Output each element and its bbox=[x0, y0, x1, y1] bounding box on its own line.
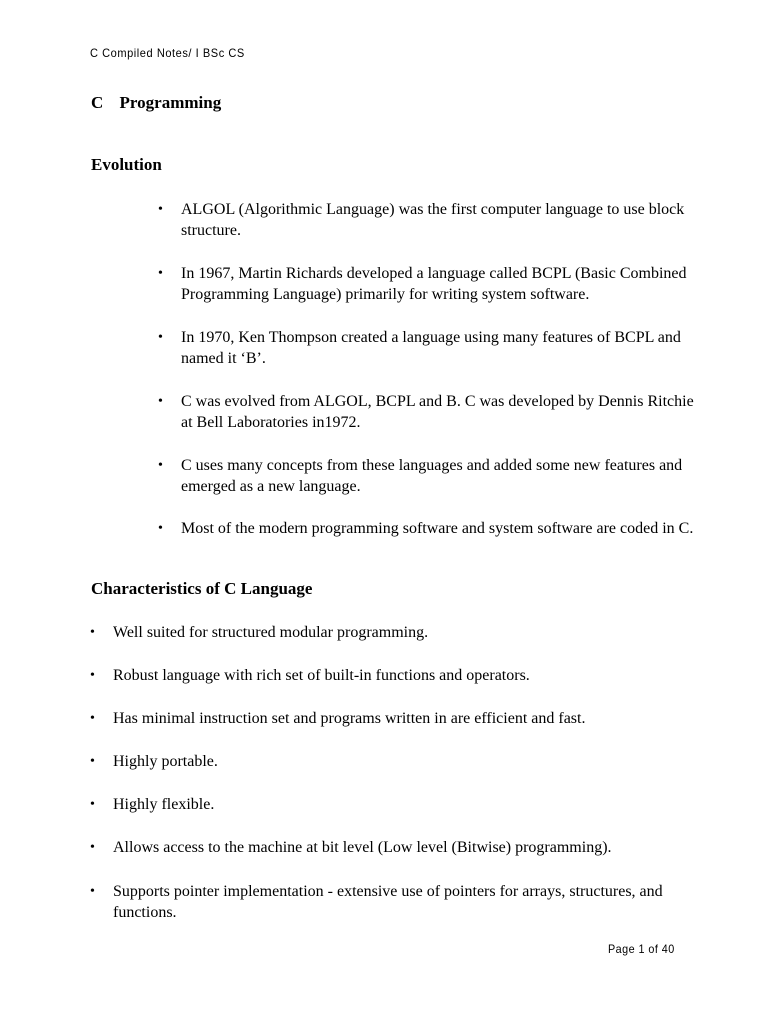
characteristics-item bbox=[88, 794, 688, 815]
bullet-icon: • bbox=[90, 884, 95, 899]
characteristics-item-text: Supports pointer implementation - extensive use of pointers for arrays, structures, and functions. bbox=[113, 883, 663, 921]
bullet-icon: • bbox=[158, 458, 163, 473]
characteristics-item bbox=[88, 665, 688, 686]
evolution-item-text: In 1970, Ken Thompson created a language using many features of BCPL and named it ‘B’. bbox=[181, 329, 681, 367]
characteristics-item bbox=[88, 708, 688, 729]
characteristics-item-text: Robust language with rich set of built-in functions and operators. bbox=[113, 667, 530, 684]
bullet-icon: • bbox=[90, 668, 95, 683]
page-number: Page 1 of 40 bbox=[608, 942, 675, 956]
evolution-item bbox=[156, 327, 696, 369]
characteristics-item bbox=[88, 837, 688, 858]
characteristics-item-text: Allows access to the machine at bit level (Low level (Bitwise) programming). bbox=[113, 839, 612, 856]
evolution-item-text: Most of the modern programming software and system software are coded in C. bbox=[181, 520, 694, 537]
evolution-item bbox=[156, 263, 696, 305]
characteristics-heading: Characteristics of C Language bbox=[91, 579, 313, 598]
bullet-icon: • bbox=[158, 330, 163, 345]
bullet-icon: • bbox=[90, 797, 95, 812]
evolution-item bbox=[156, 391, 696, 433]
characteristics-item-text: Has minimal instruction set and programs written in are efficient and fast. bbox=[113, 710, 586, 727]
evolution-item-text: In 1967, Martin Richards developed a language called BCPL (Basic Combined Programming Language) primarily for writing system software. bbox=[181, 265, 687, 303]
characteristics-list bbox=[88, 622, 688, 945]
page-header: C Compiled Notes/ I BSc CS bbox=[90, 46, 245, 60]
bullet-icon: • bbox=[158, 202, 163, 217]
document-title: C Programming bbox=[91, 93, 222, 112]
bullet-icon: • bbox=[158, 521, 163, 536]
evolution-heading: Evolution bbox=[91, 155, 162, 174]
bullet-icon: • bbox=[90, 625, 95, 640]
characteristics-item bbox=[88, 751, 688, 772]
bullet-icon: • bbox=[158, 266, 163, 281]
bullet-icon: • bbox=[158, 394, 163, 409]
evolution-item bbox=[156, 518, 696, 539]
evolution-item bbox=[156, 199, 696, 241]
bullet-icon: • bbox=[90, 840, 95, 855]
bullet-icon: • bbox=[90, 754, 95, 769]
characteristics-item-text: Highly portable. bbox=[113, 753, 218, 770]
characteristics-item-text: Highly flexible. bbox=[113, 796, 215, 813]
evolution-list bbox=[156, 199, 696, 561]
evolution-item bbox=[156, 455, 696, 497]
evolution-item-text: C was evolved from ALGOL, BCPL and B. C was developed by Dennis Ritchie at Bell Laboratories in1972. bbox=[181, 393, 694, 431]
characteristics-item bbox=[88, 622, 688, 643]
evolution-item-text: ALGOL (Algorithmic Language) was the first computer language to use block structure. bbox=[181, 201, 685, 239]
characteristics-item-text: Well suited for structured modular programming. bbox=[113, 624, 429, 641]
characteristics-item bbox=[88, 881, 688, 923]
bullet-icon: • bbox=[90, 711, 95, 726]
evolution-item-text: C uses many concepts from these languages and added some new features and emerged as a new language. bbox=[181, 457, 683, 495]
